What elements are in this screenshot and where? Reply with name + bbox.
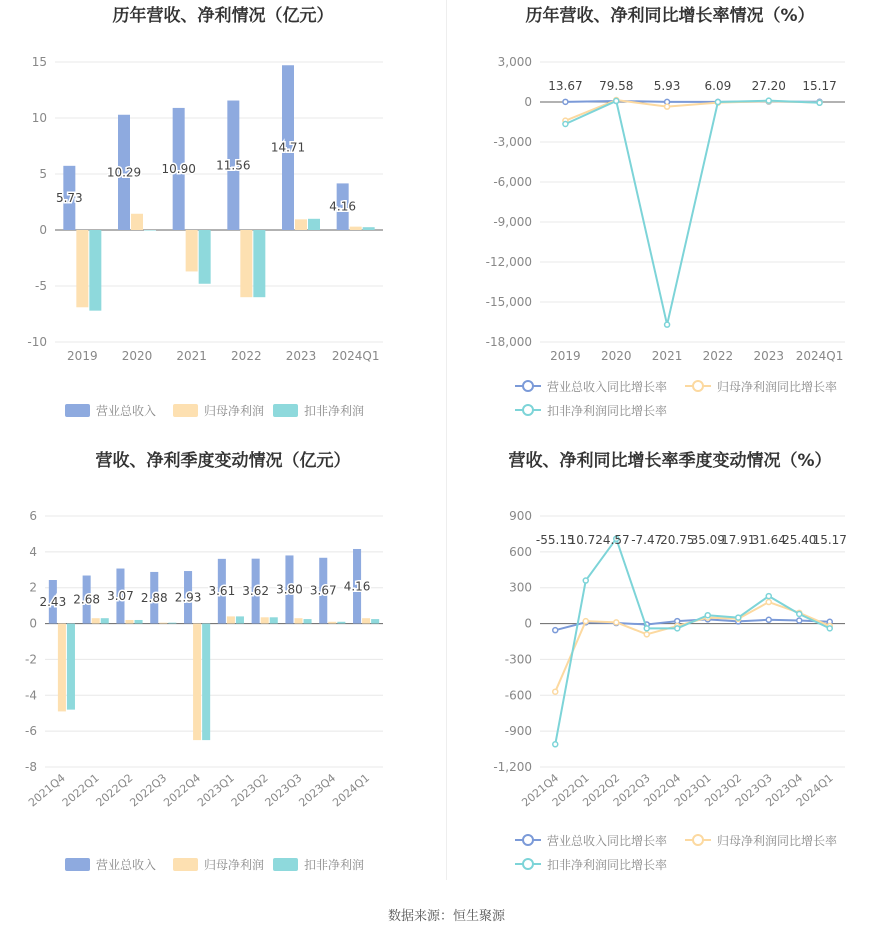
y-tick-label: 2 xyxy=(29,580,37,595)
bar-deducted-profit xyxy=(135,620,143,624)
bar-net-profit xyxy=(294,618,302,623)
line-point xyxy=(766,617,771,622)
legend-label: 归母净利润同比增长率 xyxy=(717,834,838,848)
line-point xyxy=(766,98,771,103)
line-point xyxy=(665,104,670,109)
bar-deducted-profit xyxy=(144,230,156,231)
x-tick-label: 2022Q1 xyxy=(549,771,592,810)
line-point xyxy=(665,322,670,327)
bar-net-profit xyxy=(76,230,88,307)
line-point xyxy=(563,99,568,104)
y-tick-label: 0 xyxy=(39,223,47,237)
line-point xyxy=(766,594,771,599)
bar-deducted-profit xyxy=(371,619,379,623)
line-net-profit-growth xyxy=(565,100,819,121)
y-tick-label: 600 xyxy=(509,544,532,559)
x-tick-label: 2022Q1 xyxy=(59,771,102,810)
y-tick-label: -6 xyxy=(25,724,37,739)
bar-net-profit xyxy=(131,214,143,230)
x-tick-label: 2023 xyxy=(285,349,317,363)
bar-deducted-profit xyxy=(270,617,278,623)
legend-swatch xyxy=(173,404,198,417)
bar-deducted-profit xyxy=(101,618,109,623)
line-deducted-profit-growth xyxy=(555,539,830,745)
data-label: 15.17 xyxy=(802,79,837,93)
x-tick-label: 2022 xyxy=(702,349,734,363)
data-label: -55.15 xyxy=(535,533,575,547)
y-tick-label: 900 xyxy=(509,509,532,523)
x-tick-label: 2023Q2 xyxy=(228,771,271,810)
y-tick-label: 6 xyxy=(29,509,37,523)
data-label: 31.64 xyxy=(751,533,786,547)
x-tick-label: 2021Q4 xyxy=(519,771,562,810)
quarterly-values-panel xyxy=(0,445,446,885)
x-tick-label: 2023Q4 xyxy=(763,771,806,810)
legend-label: 营业总收入 xyxy=(96,404,157,418)
line-point xyxy=(583,619,588,624)
data-label: 3.62 xyxy=(242,584,270,599)
y-tick-label: -12,000 xyxy=(485,255,532,269)
line-deducted-profit-growth xyxy=(565,101,819,325)
data-label: -7.47 xyxy=(631,533,663,547)
bar-deducted-profit xyxy=(67,624,75,710)
data-source-footer: 数据来源：恒生聚源 xyxy=(387,909,505,924)
y-tick-label: 10 xyxy=(31,111,47,125)
data-label: 2.43 xyxy=(39,594,67,609)
data-label: 10.90 xyxy=(161,161,196,176)
x-tick-label: 2024Q1 xyxy=(331,349,380,363)
bar-net-profit xyxy=(186,230,198,271)
y-tick-label: -2 xyxy=(25,652,37,667)
data-label: 14.71 xyxy=(270,140,306,155)
x-tick-label: 2019 xyxy=(67,349,98,363)
legend-label: 归母净利润 xyxy=(204,858,265,872)
data-label: 4.16 xyxy=(329,199,357,214)
y-tick-label: 4 xyxy=(29,544,37,559)
y-tick-label: 0 xyxy=(29,616,37,631)
legend-marker xyxy=(523,859,533,869)
data-label: 4.16 xyxy=(343,579,371,594)
bar-net-profit xyxy=(295,219,307,230)
bar-net-profit xyxy=(240,230,252,297)
legend-label: 归母净利润同比增长率 xyxy=(717,380,838,394)
x-tick-label: 2022Q4 xyxy=(641,771,684,810)
x-tick-label: 2023Q1 xyxy=(195,771,237,810)
x-tick-label: 2022Q2 xyxy=(93,771,136,810)
bar-deducted-profit xyxy=(199,230,211,284)
bar-net-profit xyxy=(159,623,167,624)
x-tick-label: 2023Q2 xyxy=(702,771,745,810)
data-label: 10.29 xyxy=(106,165,142,180)
x-tick-label: 2022 xyxy=(231,349,262,363)
legend-label: 归母净利润 xyxy=(204,404,265,418)
y-tick-label: -1,200 xyxy=(493,760,532,774)
legend-marker xyxy=(693,381,703,391)
line-point xyxy=(705,613,710,618)
x-tick-label: 2023Q4 xyxy=(296,771,339,810)
legend-marker xyxy=(523,405,533,415)
bar-deducted-profit xyxy=(202,624,210,741)
y-tick-label: 3,000 xyxy=(497,55,532,69)
legend-swatch xyxy=(273,858,298,871)
data-label: 4.57 xyxy=(602,533,630,547)
x-tick-label: 2019 xyxy=(550,349,581,363)
y-tick-label: -3,000 xyxy=(493,135,532,149)
data-label: 20.75 xyxy=(660,533,695,547)
data-label: 2.93 xyxy=(174,590,202,605)
data-label: 17.91 xyxy=(721,533,756,547)
legend-label: 扣非净利润同比增长率 xyxy=(547,858,668,872)
bar-deducted-profit xyxy=(253,230,265,297)
bar-deducted-profit xyxy=(236,616,244,623)
line-point xyxy=(553,742,558,747)
y-tick-label: 300 xyxy=(509,580,532,595)
x-tick-label: 2022Q3 xyxy=(610,771,653,810)
x-tick-label: 2020 xyxy=(600,349,632,363)
bar-net-profit xyxy=(350,227,362,230)
data-label: 3.80 xyxy=(276,582,303,597)
x-tick-label: 2024Q1 xyxy=(330,771,373,810)
line-point xyxy=(817,100,822,105)
bar-net-profit xyxy=(193,624,201,741)
y-tick-label: -5 xyxy=(35,279,47,293)
x-tick-label: 2023 xyxy=(753,349,785,363)
y-tick-label: -8 xyxy=(25,760,37,774)
legend-label: 扣非净利润 xyxy=(304,404,365,418)
quarterly-growth-panel xyxy=(447,445,893,885)
y-tick-label: -4 xyxy=(25,688,37,703)
bar-net-profit xyxy=(227,616,235,623)
x-tick-label: 2021 xyxy=(176,349,207,363)
line-point xyxy=(736,615,741,620)
bar-deducted-profit xyxy=(168,623,176,624)
y-tick-label: -15,000 xyxy=(485,295,532,309)
legend-label: 营业总收入 xyxy=(96,858,157,872)
legend-swatch xyxy=(273,404,298,417)
bar-deducted-profit xyxy=(304,619,312,623)
annual-values-panel xyxy=(0,0,446,440)
x-tick-label: 2022Q3 xyxy=(127,771,170,810)
legend-swatch xyxy=(65,404,90,417)
chart-title: 营收、净利季度变动情况（亿元） xyxy=(95,451,351,471)
chart-title: 历年营收、净利情况（亿元） xyxy=(112,6,334,26)
data-label: 3.07 xyxy=(107,589,134,604)
annual-growth-chart xyxy=(447,0,893,440)
line-point xyxy=(563,122,568,127)
line-point xyxy=(797,612,802,617)
bar-net-profit xyxy=(261,617,269,623)
y-tick-label: -18,000 xyxy=(485,335,532,349)
quarterly-growth-chart xyxy=(447,445,893,885)
data-label: 5.93 xyxy=(653,79,681,93)
bar-deducted-profit xyxy=(308,219,320,230)
data-label: 35.09 xyxy=(690,533,725,547)
legend-label: 营业总收入同比增长率 xyxy=(547,380,668,394)
y-tick-label: -900 xyxy=(504,724,532,739)
legend-marker xyxy=(693,835,703,845)
line-point xyxy=(766,600,771,605)
data-label: 6.09 xyxy=(704,79,732,93)
legend-swatch xyxy=(173,858,198,871)
data-label: 3.61 xyxy=(208,584,236,599)
x-tick-label: 2020 xyxy=(121,349,153,363)
data-label: 13.67 xyxy=(548,79,583,93)
y-tick-label: 0 xyxy=(524,95,532,109)
x-tick-label: 2022Q2 xyxy=(580,771,623,810)
legend-label: 扣非净利润 xyxy=(304,858,365,872)
bar-net-profit xyxy=(125,620,133,624)
data-label: 25.40 xyxy=(782,533,817,547)
y-tick-label: -300 xyxy=(504,652,532,667)
y-tick-label: -10 xyxy=(27,335,47,349)
quarterly-values-chart xyxy=(0,445,446,885)
bar-net-profit xyxy=(92,618,100,623)
data-label: 5.73 xyxy=(55,190,83,205)
line-point xyxy=(644,626,649,631)
x-tick-label: 2023Q1 xyxy=(671,771,714,810)
bar-deducted-profit xyxy=(363,227,375,230)
data-label: 11.56 xyxy=(216,158,251,173)
x-tick-label: 2022Q4 xyxy=(161,771,204,810)
y-tick-label: -600 xyxy=(504,688,532,703)
line-point xyxy=(583,578,588,583)
bar-net-profit xyxy=(328,622,336,624)
line-point xyxy=(644,632,649,637)
line-point xyxy=(614,620,619,625)
line-point xyxy=(614,98,619,103)
data-label: 79.58 xyxy=(599,79,634,93)
line-point xyxy=(553,689,558,694)
x-tick-label: 2023Q3 xyxy=(262,771,305,810)
x-tick-label: 2021Q4 xyxy=(26,771,68,810)
y-tick-label: 0 xyxy=(524,616,532,631)
y-tick-label: 15 xyxy=(31,55,47,69)
data-label: 27.20 xyxy=(751,79,786,93)
x-tick-label: 2023Q3 xyxy=(732,771,775,810)
data-label: 10.72 xyxy=(568,533,603,547)
x-tick-label: 2021 xyxy=(651,349,683,363)
y-tick-label: 5 xyxy=(39,167,47,181)
data-label: 15.17 xyxy=(812,533,847,547)
legend-label: 扣非净利润同比增长率 xyxy=(547,404,668,418)
legend-label: 营业总收入同比增长率 xyxy=(547,834,668,848)
annual-values-chart xyxy=(0,0,446,440)
bar-deducted-profit xyxy=(337,622,345,624)
x-tick-label: 2024Q1 xyxy=(793,771,836,810)
data-label: 2.88 xyxy=(140,590,168,605)
line-point xyxy=(553,628,558,633)
legend-swatch xyxy=(65,858,90,871)
bar-net-profit xyxy=(58,624,66,712)
line-point xyxy=(715,100,720,105)
y-tick-label: -6,000 xyxy=(493,175,532,189)
bar-net-profit xyxy=(362,618,370,623)
line-net-profit-growth xyxy=(555,602,830,692)
annual-growth-panel xyxy=(447,0,893,440)
y-tick-label: -9,000 xyxy=(493,215,532,229)
legend-marker xyxy=(523,381,533,391)
line-point xyxy=(797,618,802,623)
data-label: 3.67 xyxy=(309,583,337,598)
line-point xyxy=(675,626,680,631)
chart-title: 历年营收、净利同比增长率情况（%） xyxy=(525,6,815,26)
line-point xyxy=(827,626,832,631)
data-label: 2.68 xyxy=(73,592,101,607)
x-tick-label: 2024Q1 xyxy=(795,349,844,363)
chart-title: 营收、净利同比增长率季度变动情况（%） xyxy=(508,451,832,471)
legend-marker xyxy=(523,835,533,845)
bar-deducted-profit xyxy=(89,230,101,311)
